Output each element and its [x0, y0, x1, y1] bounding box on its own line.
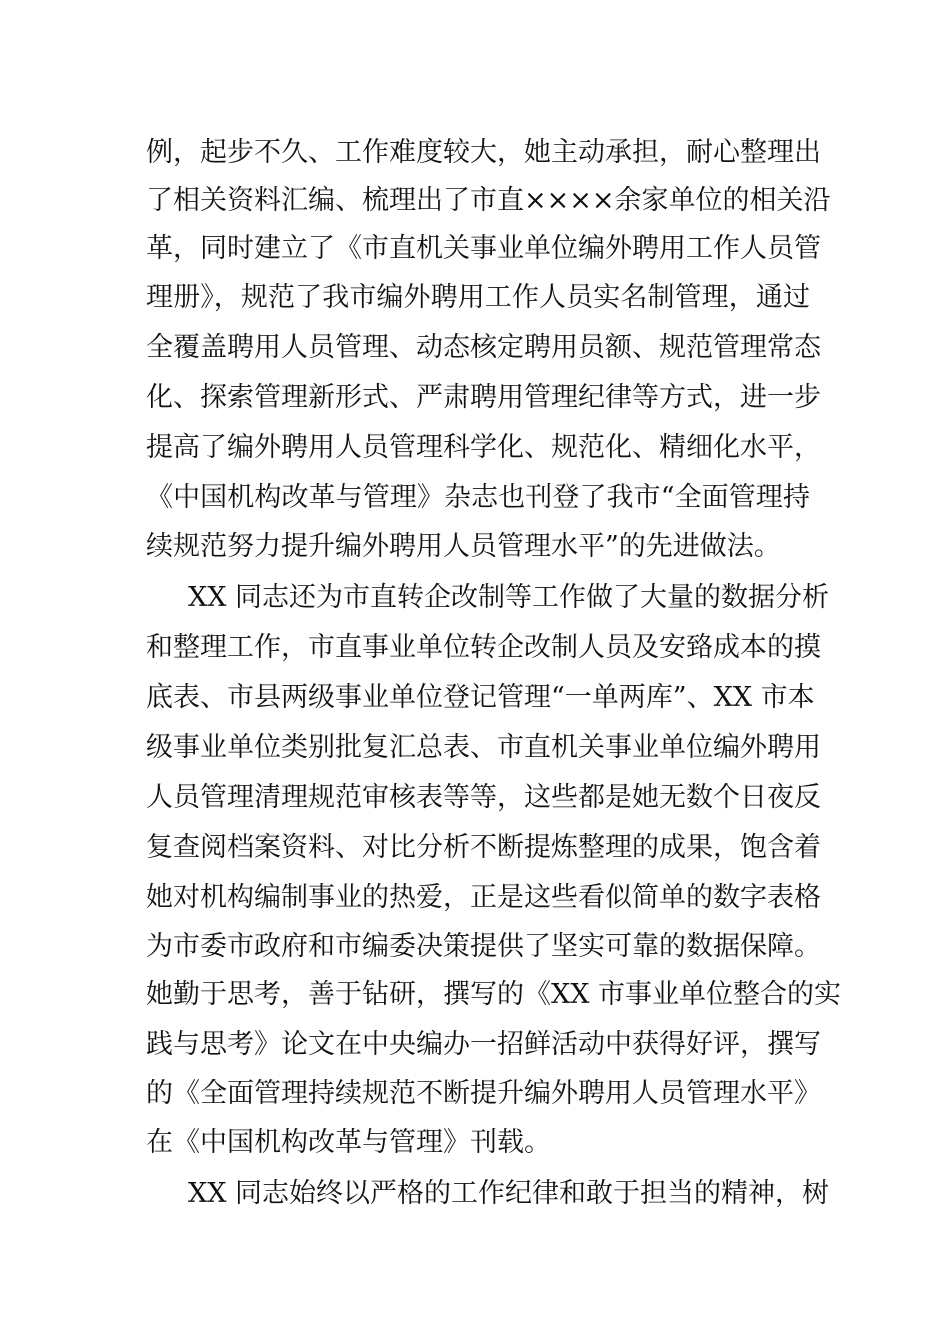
paragraph-line: 的《全面管理持续规范不断提升编外聘用人员管理水平》	[146, 1078, 821, 1109]
paragraph-line: XX 同志还为市直转企改制等工作做了大量的数据分析	[188, 582, 830, 613]
paragraph-line: 她对机构编制事业的热爱，正是这些看似简单的数字表格	[146, 882, 821, 913]
paragraph-line: 为市委市政府和市编委决策提供了坚实可靠的数据保障。	[146, 931, 821, 962]
paragraph-line: XX 同志始终以严格的工作纪律和敢于担当的精神，树	[188, 1178, 830, 1209]
paragraph-line: 和整理工作，市直事业单位转企改制人员及安臵成本的摸	[146, 632, 821, 663]
paragraph-line: 革，同时建立了《市直机关事业单位编外聘用工作人员管	[146, 233, 821, 264]
paragraph-line: 化、探索管理新形式、严肃聘用管理纪律等方式，进一步	[146, 382, 821, 413]
paragraph-line: 人员管理清理规范审核表等等，这些都是她无数个日夜反	[146, 782, 821, 813]
paragraph-line: 她勤于思考，善于钻研，撰写的《XX 市事业单位整合的实	[146, 979, 842, 1010]
paragraph-line: 践与思考》论文在中央编办一招鲜活动中获得好评，撰写	[146, 1029, 821, 1060]
paragraph-line: 提高了编外聘用人员管理科学化、规范化、精细化水平，	[146, 432, 821, 463]
paragraph-line: 了相关资料汇编、梳理出了市直××××余家单位的相关沿	[146, 185, 831, 216]
paragraph-line: 在《中国机构改革与管理》刊载。	[146, 1127, 551, 1158]
paragraph-line: 全覆盖聘用人员管理、动态核定聘用员额、规范管理常态	[146, 332, 821, 363]
paragraph-line: 级事业单位类别批复汇总表、市直机关事业单位编外聘用	[146, 732, 821, 763]
paragraph-line: 续规范努力提升编外聘用人员管理水平”的先进做法。	[146, 531, 781, 562]
paragraph-line: 例，起步不久、工作难度较大，她主动承担，耐心整理出	[146, 137, 821, 168]
paragraph-line: 底表、市县两级事业单位登记管理“一单两库”、XX 市本	[146, 682, 815, 713]
paragraph-line: 理册》，规范了我市编外聘用工作人员实名制管理，通过	[146, 282, 810, 313]
paragraph-line: 《中国机构改革与管理》杂志也刊登了我市“全面管理持	[146, 482, 810, 513]
paragraph-line: 复查阅档案资料、对比分析不断提炼整理的成果，饱含着	[146, 832, 821, 863]
